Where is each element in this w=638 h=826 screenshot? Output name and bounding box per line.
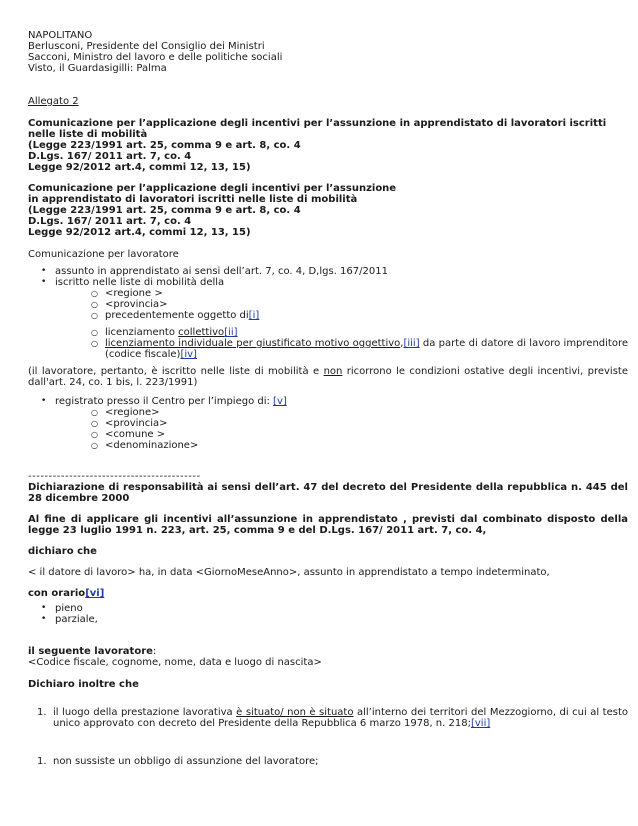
allegato-label: Allegato 2 <box>28 96 79 107</box>
sub-item-provincia: ○ <provincia> <box>55 299 628 310</box>
non-text: non <box>323 366 343 377</box>
dichiarazione-title: Dichiarazione di responsabilità ai sensi dell’art. 47 del decreto del Presidente della repubblica n. 445 del 28 dicembre 2000 <box>28 482 628 504</box>
sub-item-comune: ○ <comune > <box>55 429 628 440</box>
con-orario-heading: con orario[vi] <box>28 588 105 599</box>
item-number: 1. <box>37 756 47 767</box>
sub-list <box>55 407 628 451</box>
separator-line: ------------------------------------------ <box>28 471 201 482</box>
situato-text: è situato/ non è situato <box>236 707 354 718</box>
lavoratore-note: (il lavoratore, pertanto, è iscritto nelle liste di mobilità e non ricorrono le condizioni ostative degli incentivi, previste dall'art. 24, co. 1 bis, l. 223/1991) <box>28 366 628 388</box>
centro-impiego-list <box>28 396 628 451</box>
datore-line: < il datore di lavoro> ha, in data <GiornoMeseAnno>, assunto in apprendistato a tempo indeterminato, <box>28 567 550 578</box>
sub-item-licenziamento-individuale: ○ licenziamento individuale per giustificato motivo oggettivo,[iii] da parte di datore di lavoro imprenditore (codice fiscale)[iv] <box>55 338 628 360</box>
orario-option: • parziale, <box>28 614 628 625</box>
sub-item-provincia: ○ <provincia> <box>55 418 628 429</box>
sub-item-denominazione: ○ <denominazione> <box>55 440 628 451</box>
header-line: Berlusconi, Presidente del Consiglio dei Ministri <box>28 41 265 52</box>
lavoratore-list <box>28 266 628 360</box>
codice-fiscale-line: <Codice fiscale, cognome, nome, data e luogo di nascita> <box>28 657 322 668</box>
dichiaro-inoltre-heading: Dichiaro inoltre che <box>28 679 139 690</box>
orario-list <box>28 603 628 625</box>
item-number: 1. <box>37 707 47 718</box>
list-item: • assunto in apprendistato ai sensi dell’art. 7, co. 4, D,lgs. 167/2011 <box>28 266 628 277</box>
title1-line: Comunicazione per l’applicazione degli incentivi per l’assunzione in apprendistato di lavoratori iscritti nelle liste di mobilità <box>28 118 607 140</box>
numbered-list <box>28 756 628 767</box>
footnote-link-vii[interactable]: [vii] <box>470 718 491 729</box>
sub-item-regione: ○ <regione> <box>55 407 628 418</box>
title2-line: Legge 92/2012 art.4, commi 12, 13, 15) <box>28 227 251 238</box>
fine-paragraph: Al fine di applicare gli incentivi all’assunzione in apprendistato , previsti dal combinato disposto della legge 23 luglio 1991 n. 223, art. 25, comma 9 e del D.Lgs. 167/ 2011 art. 7, co. 4, <box>28 514 628 536</box>
footnote-link-v[interactable]: [v] <box>273 396 287 407</box>
title1-line: D.Lgs. 167/ 2011 art. 7, co. 4 <box>28 151 192 162</box>
sub-list <box>55 288 628 360</box>
header-line: Visto, il Guardasigilli: Palma <box>28 63 167 74</box>
title2-line: Comunicazione per l’applicazione degli incentivi per l’assunzione <box>28 183 397 194</box>
numbered-list <box>28 707 628 729</box>
title1-line: Legge 92/2012 art.4, commi 12, 13, 15) <box>28 162 251 173</box>
title2-line: in apprendistato di lavoratori iscritti nelle liste di mobilità <box>28 194 358 205</box>
title1-line: (Legge 223/1991 art. 25, comma 9 e art. 8, co. 4 <box>28 140 301 151</box>
sub-item-precedentemente: ○ precedentemente oggetto di[i] <box>55 310 628 321</box>
header-line: Sacconi, Ministro del lavoro e delle politiche sociali <box>28 52 283 63</box>
footnote-link-ii[interactable]: [ii] <box>224 327 238 338</box>
list-item: • registrato presso il Centro per l’impiego di: [v] ○ <regione> ○ <provincia> ○ <comune > ○ <denominazione> <box>28 396 628 451</box>
title-block-1 <box>28 118 628 173</box>
footnote-link-iv[interactable]: [iv] <box>180 349 197 360</box>
numbered-item: 1. non sussiste un obbligo di assunzione del lavoratore; <box>37 756 319 767</box>
footnote-link-i[interactable]: [i] <box>248 310 260 321</box>
seguente-lavoratore-heading: il seguente lavoratore: <box>28 646 157 657</box>
title2-line: (Legge 223/1991 art. 25, comma 9 e art. 8, co. 4 <box>28 205 301 216</box>
list-item: • iscritto nelle liste di mobilità della ○ <regione > ○ <provincia> ○ precedentemente oggetto di[i] ○ licenziamento collettivo[ii] ○ licenziamento individuale per giustificato motivo oggettivo,[iii] da parte di datore di lavoro imprenditore (codice fiscale)[iv] <box>28 277 628 360</box>
footnote-link-vi[interactable]: [vi] <box>85 588 105 599</box>
title2-line: D.Lgs. 167/ 2011 art. 7, co. 4 <box>28 216 192 227</box>
sub-item-regione: ○ <regione > <box>55 288 628 299</box>
per-lavoratore-heading: Comunicazione per lavoratore <box>28 249 179 260</box>
footnote-link-iii[interactable]: [iii] <box>403 338 420 349</box>
header-line: NAPOLITANO <box>28 30 93 41</box>
collettivo-text: collettivo <box>178 327 225 338</box>
title-block-2 <box>28 183 628 238</box>
sub-item-licenziamento-collettivo: ○ licenziamento collettivo[ii] <box>55 327 628 338</box>
dichiaro-che-heading: dichiaro che <box>28 546 97 557</box>
orario-option: • pieno <box>28 603 628 614</box>
signatories-block <box>28 30 628 74</box>
numbered-item: 1. il luogo della prestazione lavorativa è situato/ non è situato all’interno dei territori del Mezzogiorno, di cui al testo unico approvato con decreto del Presidente della Repubblica 6 marzo 1978, n. 218;[vii] <box>37 707 628 729</box>
